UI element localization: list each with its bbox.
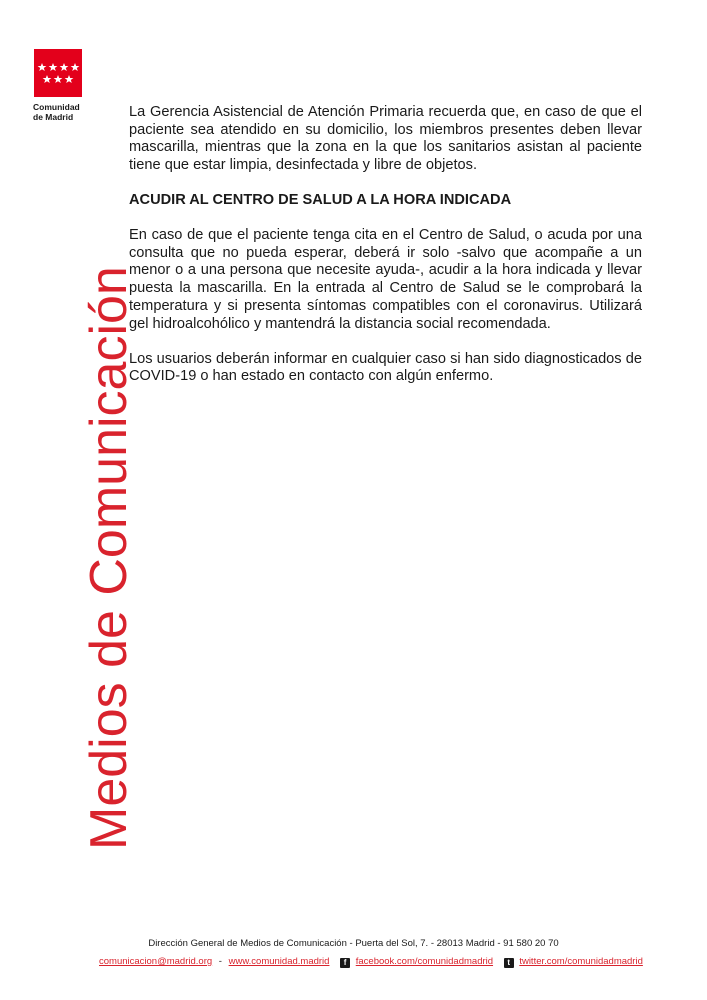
section-heading: ACUDIR AL CENTRO DE SALUD A LA HORA INDICADA (129, 192, 512, 209)
twitter-link[interactable]: twitter.com/comunidadmadrid (519, 956, 643, 967)
logo-name-line1: Comunidad (33, 102, 80, 112)
twitter-icon: t (504, 958, 514, 968)
footer-links (99, 956, 644, 968)
facebook-link[interactable]: facebook.com/comunidadmadrid (355, 956, 494, 967)
paragraph-inform: Los usuarios deberán informar en cualquier caso si han sido diagnosticados de COVID-19 o han estado en contacto con algún enfermo. (129, 350, 642, 385)
footer-separator: - (218, 956, 222, 967)
vertical-section-title: Medios de Comunicación (80, 266, 138, 850)
email-link[interactable]: comunicacion@madrid.org (99, 956, 213, 967)
logo-name-line2: de Madrid (33, 112, 74, 122)
press-release-body (129, 104, 642, 404)
website-link[interactable]: www.comunidad.madrid (228, 956, 330, 967)
comunidad-madrid-logo (34, 49, 82, 97)
facebook-icon: f (340, 958, 350, 968)
footer-address: Dirección General de Medios de Comunicación - Puerta del Sol, 7. - 28013 Madrid - 91 580 20 70 (148, 938, 559, 949)
paragraph-health-center: En caso de que el paciente tenga cita en el Centro de Salud, o acuda por una consulta que no pueda esperar, deberá ir solo -salvo que acompañe a un menor o a una persona que necesite ayuda-, acudir a la hora indicada y llevar puesta la mascarilla. En la entrada al Centro de Salud se le comprobará la temperatura y si presenta síntomas compatibles con el coronavirus. Utilizará gel hidroalcohólico y mantendrá la distancia social recomendada. (129, 227, 642, 332)
logo-text (33, 102, 93, 122)
seven-stars-icon (34, 49, 82, 97)
paragraph-home-care: La Gerencia Asistencial de Atención Primaria recuerda que, en caso de que el paciente sea atendido en su domicilio, los miembros presentes deben llevar mascarilla, mientras que la zona en la que los sanitarios asistan al paciente tiene que estar limpia, desinfectada y libre de objetos. (129, 104, 642, 174)
